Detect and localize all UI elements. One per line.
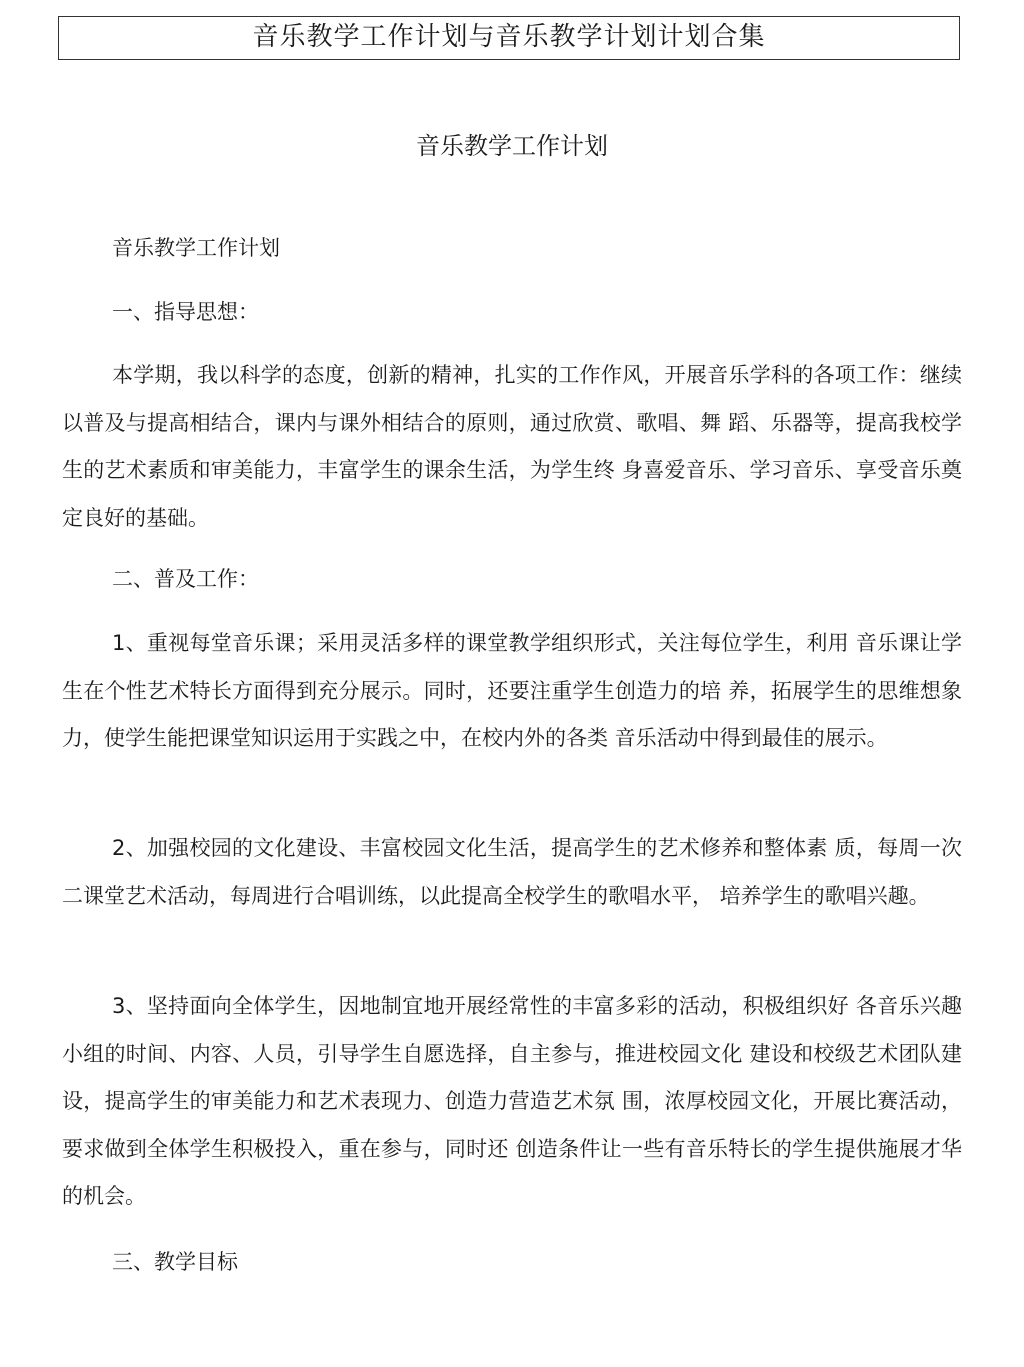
section-heading-popularization: 二、普及工作：	[112, 567, 259, 591]
document-subtitle: 音乐教学工作计划	[416, 132, 608, 160]
section-heading-teaching-goals: 三、教学目标	[112, 1250, 238, 1274]
section-heading-guiding-idea: 一、指导思想：	[112, 300, 259, 324]
document-title: 音乐教学工作计划与音乐教学计划计划合集	[58, 16, 960, 60]
paragraph-item-3: 3、坚持面向全体学生，因地制宜地开展经常性的丰富多彩的活动，积极组织好 各音乐兴趣小组的时间、内容、人员，引导学生自愿选择，自主参与，推进校园文化 建设和校级艺术团队建设，提高学生的审美能力和艺术表现力、创造力营造艺术氛 围，浓厚校园文化，开展比赛活动，要求做到全体学生积极投入，重在参与，同时还 创造条件让一些有音乐特长的学生提供施展才华的机会。	[62, 994, 962, 1208]
paragraph-guiding-idea: 本学期，我以科学的态度，创新的精神，扎实的工作作风，开展音乐学科的各项工作：继续以普及与提高相结合，课内与课外相结合的原则，通过欣赏、歌唱、舞 蹈、乐器等，提高我校学生的艺术素质和审美能力，丰富学生的课余生活，为学生终 身喜爱音乐、学习音乐、享受音乐奠定良好的基础。	[62, 363, 962, 530]
paragraph-item-1: 1、重视每堂音乐课；采用灵活多样的课堂教学组织形式，关注每位学生，利用 音乐课让学生在个性艺术特长方面得到充分展示。同时，还要注重学生创造力的培 养，拓展学生的思维想象力，使学生能把课堂知识运用于实践之中，在校内外的各类 音乐活动中得到最佳的展示。	[62, 631, 962, 750]
paragraph-item-2: 2、加强校园的文化建设、丰富校园文化生活，提高学生的艺术修养和整体素 质，每周一次二课堂艺术活动，每周进行合唱训练，以此提高全校学生的歌唱水平， 培养学生的歌唱兴趣。	[62, 836, 962, 908]
section-heading-plan: 音乐教学工作计划	[112, 236, 280, 260]
